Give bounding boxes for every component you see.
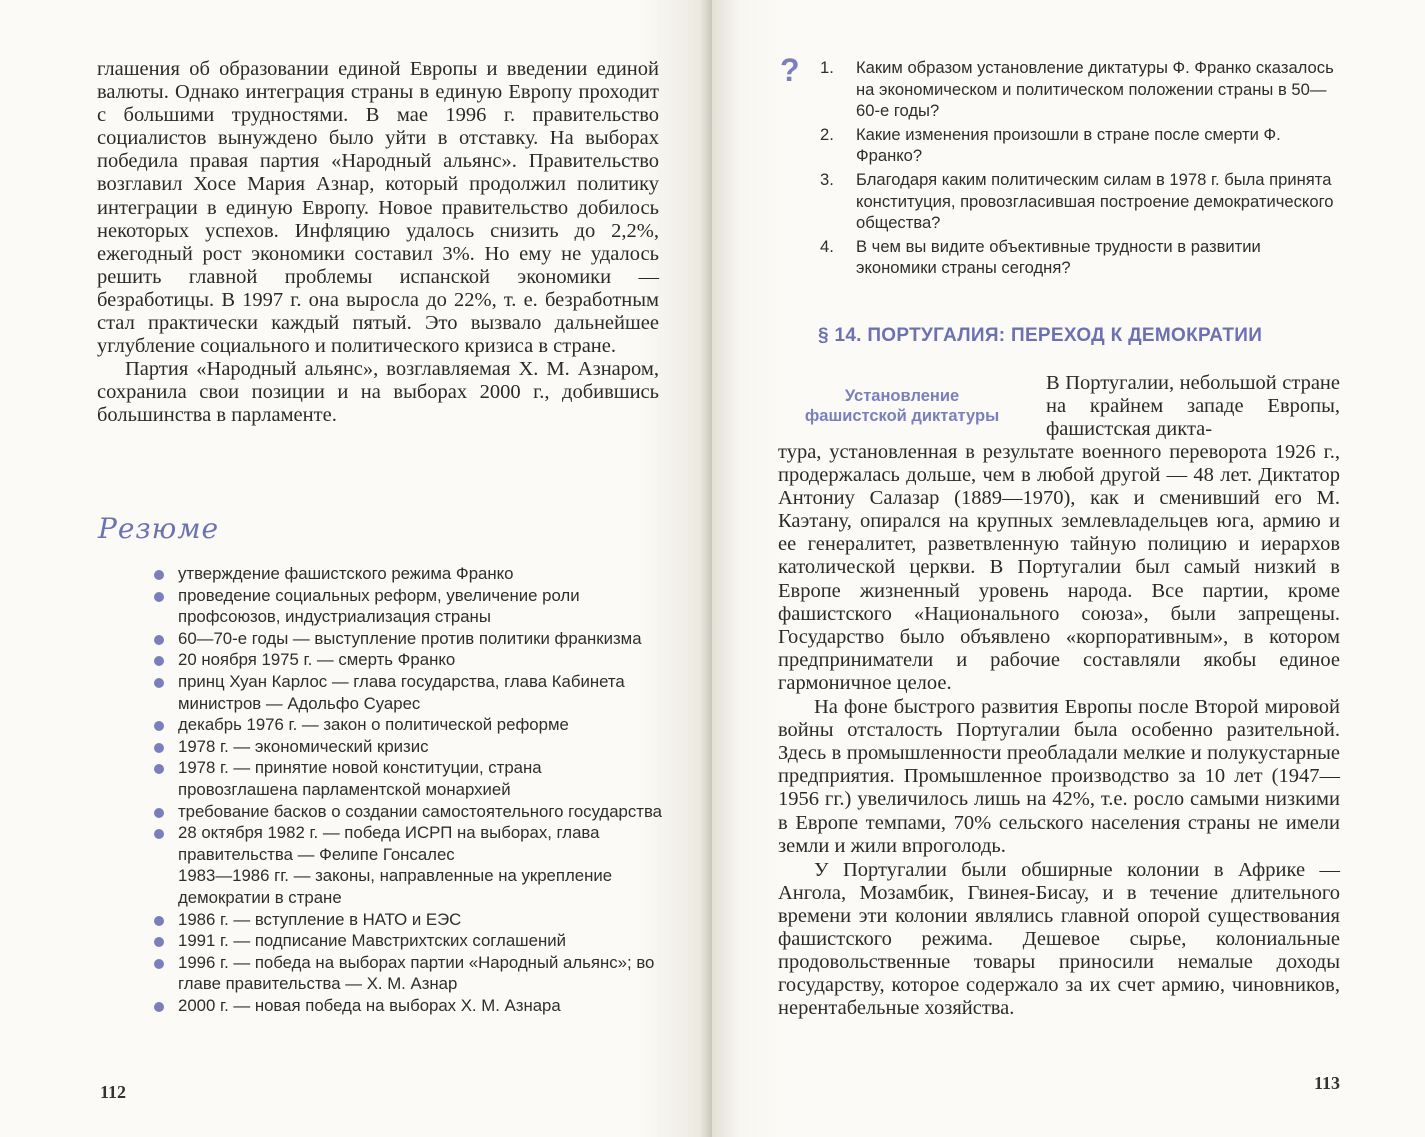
resume-item: 20 ноября 1975 г. — смерть Франко <box>150 649 665 671</box>
question-number: 2. <box>820 124 834 144</box>
resume-item: 1983—1986 гг. — законы, направленные на укрепление демократии в стране <box>178 866 613 907</box>
question-mark-icon: ? <box>780 52 800 88</box>
resume-item: принц Хуан Карлос — глава государства, глава Кабинета министров — Адольфо Суарес <box>150 671 665 714</box>
sidebar-heading <box>784 386 1020 426</box>
question-item <box>820 236 1342 279</box>
question-item <box>820 124 1342 167</box>
paragraph: тура, установленная в результате военного переворота 1926 г., продержалась дольше, чем в любой другой — 48 лет. Диктатор Антониу Салазар (1889—1970), как и сменивший его М. Каэтану, опирался на крупных землевладельцев юга, армию и ее генералитет, разветвленную тайную полицию и иерархов католической церкви. В Португалии был самый низкий в Европе жизненный уровень народа. Все партии, кроме фашистского «Национального союза», были запрещены. Государство было объявлено «корпоративным», в котором предприниматели и рабочие составляли якобы единое гармоничное целое. <box>778 441 1340 694</box>
paragraph: Партия «Народный альянс», возглавляемая Х. М. Азнаром, сохранила свои позиции и на выборах 2000 г., добившись большинства в парламенте. <box>97 358 659 427</box>
question-text: Какие изменения произошли в стране после смерти Ф. Франко? <box>856 124 1281 166</box>
resume-item: 2000 г. — новая победа на выборах Х. М. Азнара <box>150 995 665 1017</box>
resume-item: требование басков о создании самостоятельного государства <box>150 801 665 823</box>
questions-list <box>820 57 1342 281</box>
page-number-right: 113 <box>1314 1073 1341 1093</box>
resume-item: 60—70-е годы — выступление против политики франкизма <box>150 628 665 650</box>
section-title: § 14. ПОРТУГАЛИЯ: ПЕРЕХОД К ДЕМОКРАТИИ <box>818 325 1263 346</box>
question-item <box>820 57 1342 122</box>
resume-item: 1996 г. — победа на выборах партии «Народный альянс»; во главе правительства — Х. М. Азнар <box>150 952 665 995</box>
resume-item: 28 октября 1982 г. — победа ИСРП на выборах, глава правительства — Фелипе Гонсалес <box>150 822 665 865</box>
right-page-text <box>778 441 1340 1020</box>
left-page-text <box>97 58 659 428</box>
paragraph: глашения об образовании единой Европы и введении единой валюты. Однако интеграция страны в единую Европу проходит с большими трудностями. В мае 1996 г. правительство социалистов вынуждено было уйти в отставку. На выборах победила правая партия «Народный альянс». Правительство возглавил Хосе Мария Азнар, который продолжил политику интеграции в единую Европу. Новое правительство добилось некоторых успехов. Инфляцию удалось снизить до 2,2%, ежегодный рост экономики составил 3%. Но ему не удалось решить главной проблемы испанской экономики — безработицы. В 1997 г. она выросла до 22%, т. е. безработным стал практически каждый пятый. Это вызвало дальнейшее углубление социального и политического кризиса в стране. <box>97 58 659 358</box>
sidebar-heading-line: фашистской диктатуры <box>804 407 1000 425</box>
question-item <box>820 169 1342 234</box>
resume-item: проведение социальных реформ, увеличение роли профсоюзов, индустриализация страны <box>150 585 665 628</box>
resume-item: 1991 г. — подписание Мавстрихтских соглашений <box>150 930 665 952</box>
question-number: 4. <box>820 236 834 256</box>
resume-item: утверждение фашистского режима Франко <box>150 563 665 585</box>
page-number-left: 112 <box>100 1082 127 1102</box>
question-number: 3. <box>820 169 834 189</box>
left-page <box>0 0 712 1137</box>
resume-list <box>150 563 665 1016</box>
paragraph: У Португалии были обширные колонии в Африке — Ангола, Мозамбик, Гвинея-Бисау, и в течение длительного времени эти колонии являлись главной опорой существования фашистского режима. Дешевое сырье, колониальные продовольственные товары приносили немалые доходы государству, которое содержало за их счет армию, чиновников, нерентабельные хозяйства. <box>778 858 1340 1020</box>
resume-item: 1986 г. — вступление в НАТО и ЕЭС <box>150 909 665 931</box>
resume-item: 1978 г. — принятие новой конституции, страна провозглашена парламентской монархией <box>150 757 665 800</box>
resume-heading: Резюме <box>98 512 220 545</box>
intro-text: В Португалии, небольшой стране на крайнем западе Европы, фашистская дикта- <box>1046 372 1340 441</box>
question-text: Благодаря каким политическим силам в 1978 г. была принята конституция, провозгласившая построение демократического общества? <box>856 169 1334 233</box>
resume-item: 1978 г. — экономический кризис <box>150 736 665 758</box>
sidebar-heading-line: Установление <box>844 387 960 405</box>
paragraph: На фоне быстрого развития Европы после Второй мировой войны отсталость Португалии была особенно разительной. Здесь в промышленности преобладали мелкие и полукустарные предприятия. Промышленное производство за 10 лет (1947—1956 гг.) увеличилось лишь на 42%, т.е. росло самыми низкими в Европе темпами, 70% сельского населения страны не имели земли и жили впроголодь. <box>778 696 1340 857</box>
resume-item: декабрь 1976 г. — закон о политической реформе <box>150 714 665 736</box>
question-number: 1. <box>820 58 834 77</box>
question-text: В чем вы видите объективные трудности в развитии экономики страны сегодня? <box>856 236 1261 278</box>
question-text: Каким образом установление диктатуры Ф. Франко сказалось на экономическом и политическом положении страны в 50—60-е годы? <box>856 58 1334 121</box>
